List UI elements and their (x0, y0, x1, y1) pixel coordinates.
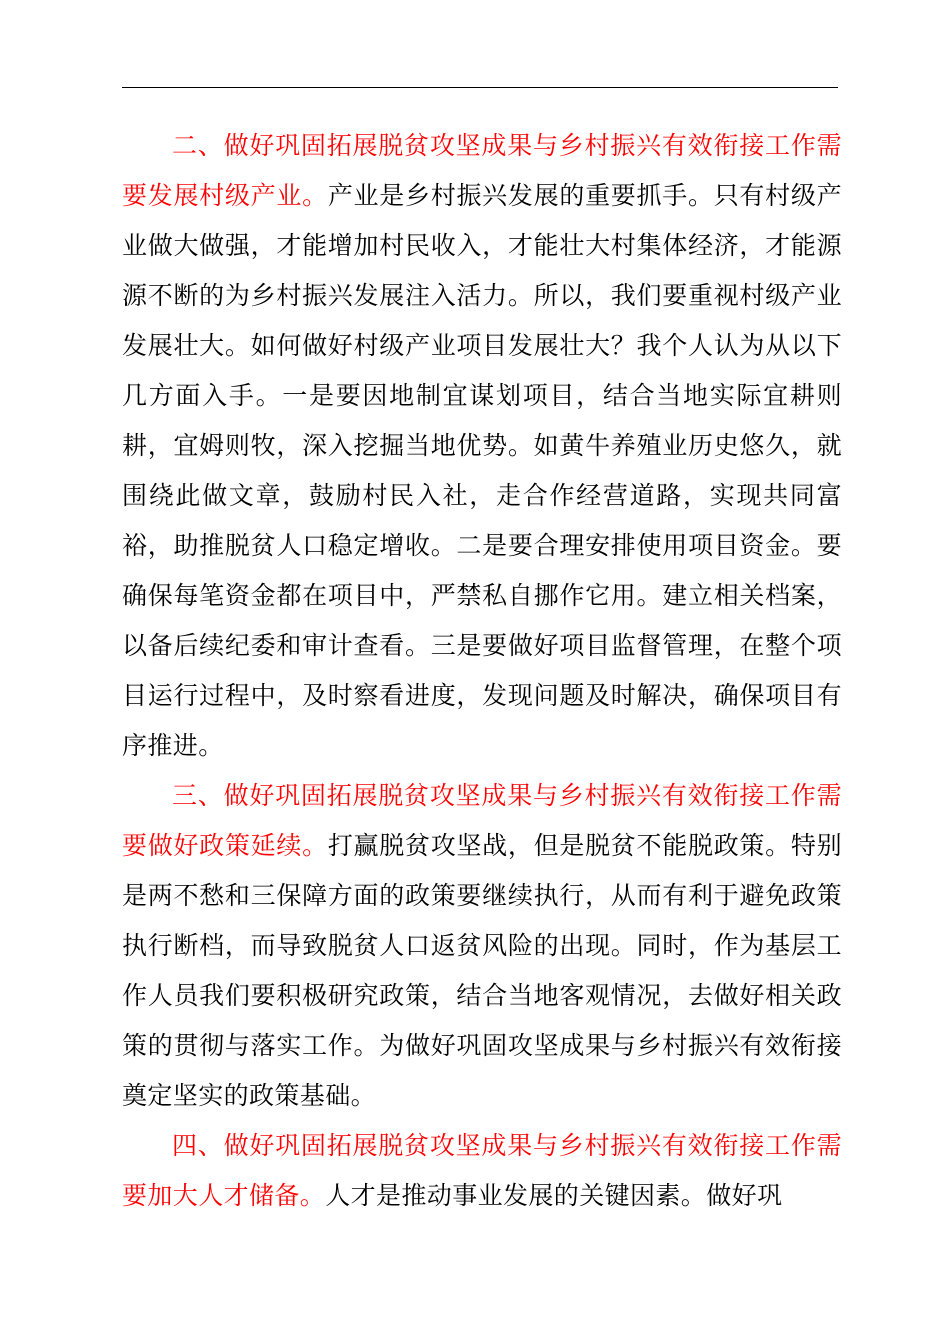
paragraph-heading: 三、做好巩固拓展脱贫攻坚成果与乡村振兴有效衔接工作需要做好政策延续。 (122, 781, 842, 860)
paragraph-industry (122, 121, 842, 771)
paragraph-text: 打赢脱贫攻坚战，但是脱贫不能脱政策。特别是两不愁和三保障方面的政策要继续执行，从而有利于避免政策执行断档，而导致脱贫人口返贫风险的出现。同时，作为基层工作人员我们要积极研究政策，结合当地客观情况，去做好相关政策的贯彻与落实工作。为做好巩固攻坚成果与乡村振兴有效衔接奠定坚实的政策基础。 (122, 831, 842, 1110)
document-body (122, 121, 842, 1221)
paragraph-policy (122, 771, 842, 1121)
paragraph-text: 人才是推动事业发展的关键因素。做好巩 (325, 1181, 783, 1210)
paragraph-heading: 四、做好巩固拓展脱贫攻坚成果与乡村振兴有效衔接工作需要加大人才储备。 (122, 1131, 842, 1210)
paragraph-heading: 二、做好巩固拓展脱贫攻坚成果与乡村振兴有效衔接工作需要发展村级产业。 (122, 131, 842, 210)
paragraph-talent (122, 1121, 842, 1221)
header-rule (122, 87, 838, 88)
paragraph-text: 产业是乡村振兴发展的重要抓手。只有村级产业做大做强，才能增加村民收入，才能壮大村集体经济，才能源源不断的为乡村振兴发展注入活力。所以，我们要重视村级产业发展壮大。如何做好村级产业项目发展壮大？我个人认为从以下几方面入手。一是要因地制宜谋划项目，结合当地实际宜耕则耕，宜姆则牧，深入挖掘当地优势。如黄牛养殖业历史悠久，就围绕此做文章，鼓励村民入社，走合作经营道路，实现共同富裕，助推脱贫人口稳定增收。二是要合理安排使用项目资金。要确保每笔资金都在项目中，严禁私自挪作它用。建立相关档案，以备后续纪委和审计查看。三是要做好项目监督管理，在整个项目运行过程中，及时察看进度，发现问题及时解决，确保项目有序推进。 (122, 181, 842, 760)
